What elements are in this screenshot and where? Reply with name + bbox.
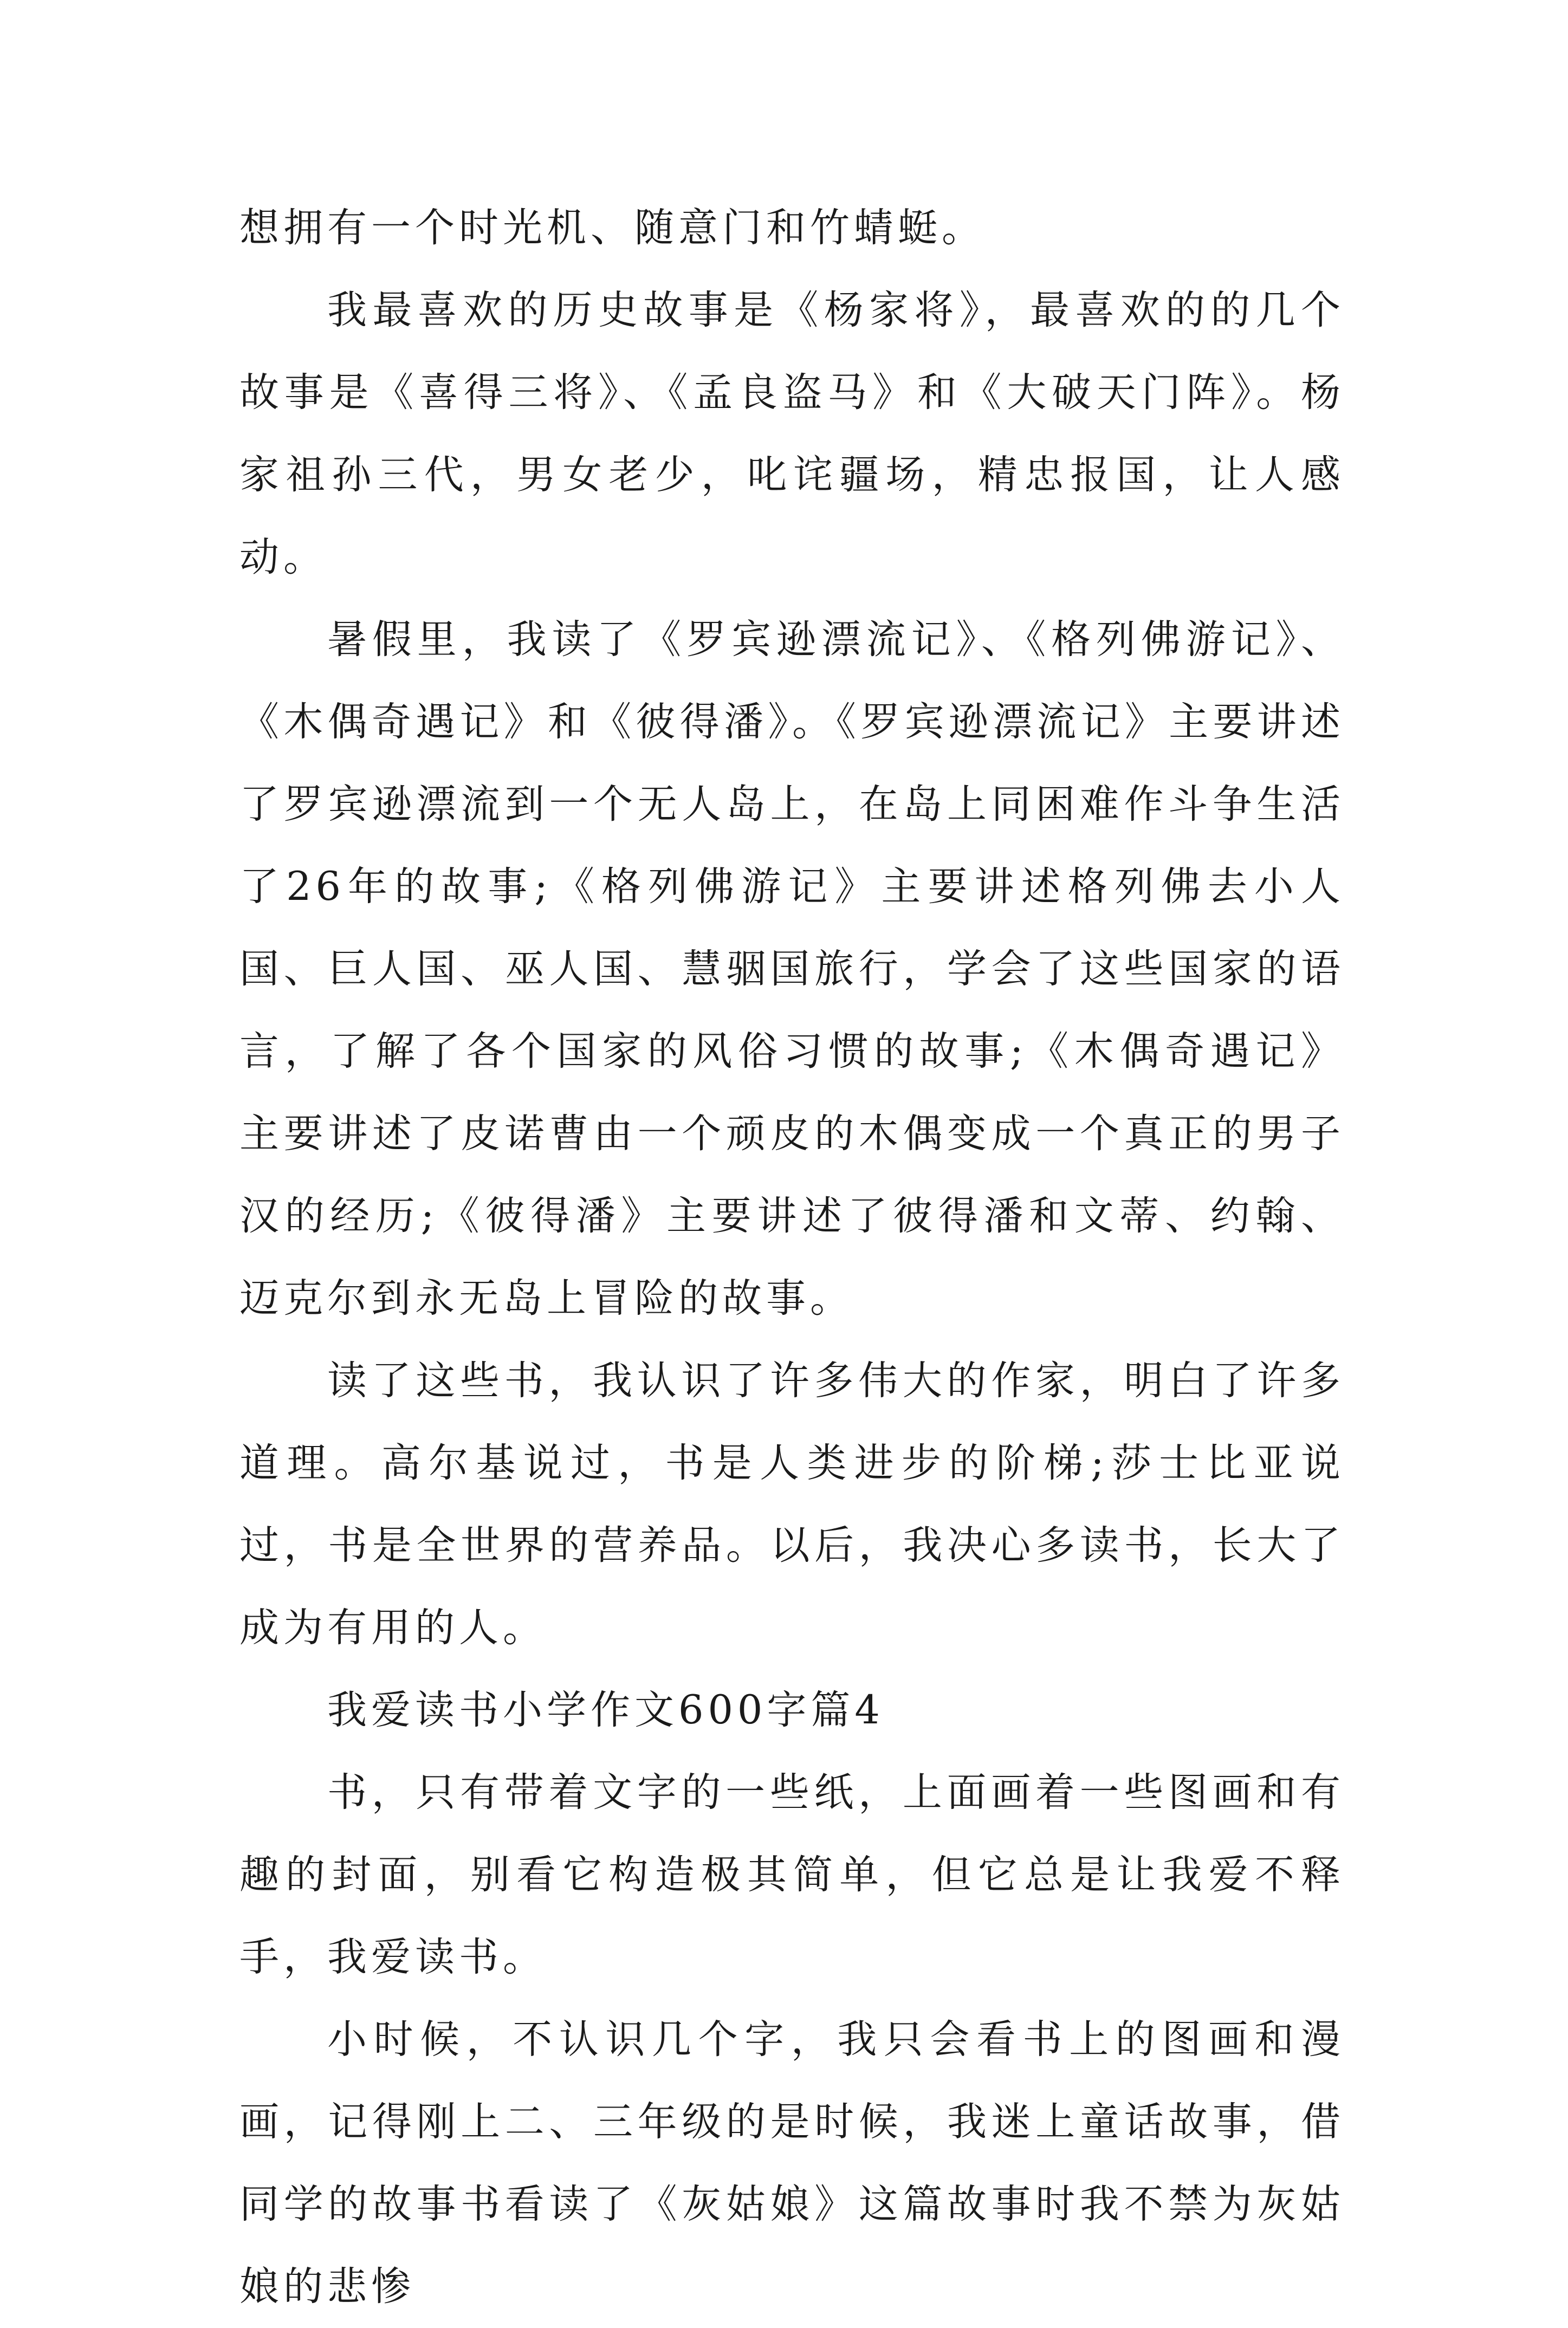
- paragraph-book-intro: 书，只有带着文字的一些纸，上面画着一些图画和有趣的封面，别看它构造极其简单，但它总是让我爱不释手，我爱读书。: [239, 1769, 1345, 1980]
- document-body: [239, 187, 1345, 2328]
- paragraph-continued: 想拥有一个时光机、随意门和竹蜻蜓。: [239, 205, 986, 251]
- paragraph-history-story: 我最喜欢的历史故事是《杨家将》，最喜欢的的几个故事是《喜得三将》、《孟良盗马》和《大破天门阵》。杨家祖孙三代，男女老少，叱诧疆场，精忠报国，让人感动。: [239, 287, 1345, 580]
- paragraph-summer-reading: 暑假里，我读了《罗宾逊漂流记》、《格列佛游记》、《木偶奇遇记》和《彼得潘》。《罗宾逊漂流记》主要讲述了罗宾逊漂流到一个无人岛上，在岛上同困难作斗争生活了26年的故事;《格列佛游记》主要讲述格列佛去小人国、巨人国、巫人国、慧骃国旅行，学会了这些国家的语言，了解了各个国家的风俗习惯的故事;《木偶奇遇记》主要讲述了皮诺曹由一个顽皮的木偶变成一个真正的男子汉的经历;《彼得潘》主要讲述了彼得潘和文蒂、约翰、迈克尔到永无岛上冒险的故事。: [239, 617, 1345, 1321]
- section-heading: 我爱读书小学作文600字篇4: [327, 1687, 884, 1733]
- paragraph-reflection: 读了这些书，我认识了许多伟大的作家，明白了许多道理。高尔基说过，书是人类进步的阶梯;莎士比亚说过，书是全世界的营养品。以后，我决心多读书，长大了成为有用的人。: [239, 1358, 1345, 1651]
- paragraph-childhood-reading: 小时候，不认识几个字，我只会看书上的图画和漫画，记得刚上二、三年级的是时候，我迷上童话故事，借同学的故事书看读了《灰姑娘》这篇故事时我不禁为灰姑娘的悲惨: [239, 2016, 1345, 2310]
